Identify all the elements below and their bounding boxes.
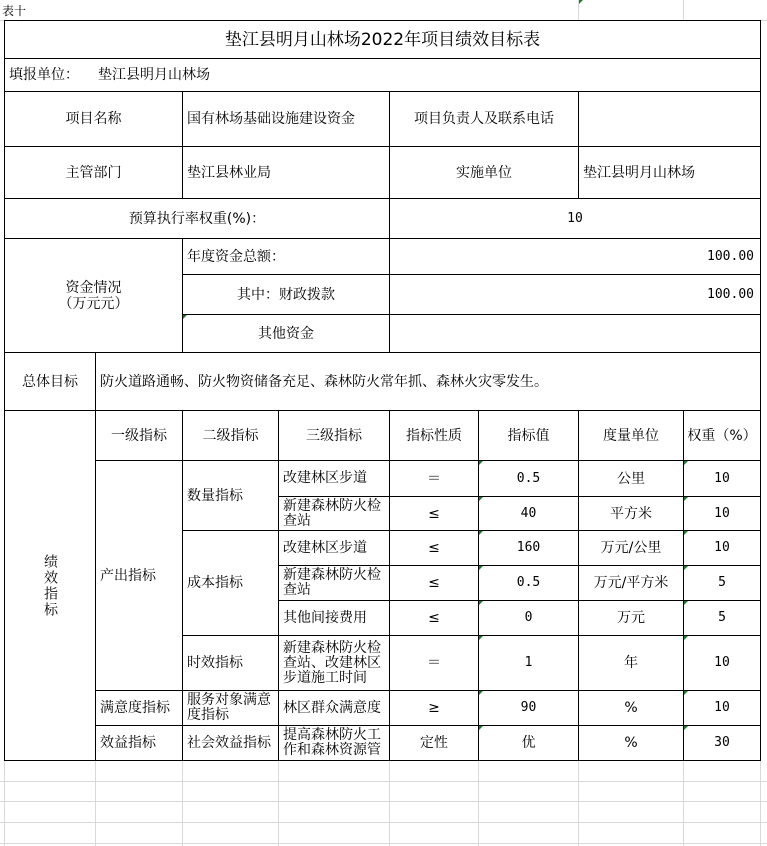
level2-social-benefit: 社会效益指标 xyxy=(187,734,271,751)
header-level1: 一级指标 xyxy=(111,427,167,444)
indicator-nature: ≤ xyxy=(428,610,440,626)
budget-weight-value: 10 xyxy=(567,210,583,226)
indicator-weight: 5 xyxy=(718,575,726,590)
indicator-item: 林区群众满意度 xyxy=(283,699,381,716)
funds-other-value[interactable] xyxy=(390,315,760,352)
gridline xyxy=(578,760,579,846)
indicator-weight: 10 xyxy=(714,700,730,715)
level1-satisfaction: 满意度指标 xyxy=(100,700,170,716)
header-weight: 权重（%） xyxy=(687,427,757,444)
gridline xyxy=(0,801,767,802)
budget-weight-label: 预算执行率权重(%)： xyxy=(128,210,266,227)
indicator-weight: 5 xyxy=(718,610,726,625)
funds-total-value: 100.00 xyxy=(707,248,754,264)
indicator-nature: ≤ xyxy=(428,505,440,522)
header-unit: 度量单位 xyxy=(603,427,659,444)
department-value: 垫江县林业局 xyxy=(187,164,271,181)
indicator-value: 0.5 xyxy=(516,575,541,590)
gridline xyxy=(478,760,479,846)
indicator-item: 提高森林防火工作和森林资源管 xyxy=(283,727,381,758)
indicator-nature: ≤ xyxy=(428,540,440,556)
indicator-weight: 10 xyxy=(714,470,730,486)
overall-goal-label: 总体目标 xyxy=(22,373,78,390)
indicator-value: 1 xyxy=(524,655,533,670)
funds-label-line2: （万元元） xyxy=(58,295,129,312)
header-level2: 二级指标 xyxy=(202,427,259,444)
indicator-nature: ≥ xyxy=(428,700,440,716)
gridline xyxy=(578,0,579,20)
indicator-nature: ＝ xyxy=(427,655,441,671)
reporting-unit-value: 垫江县明月山林场 xyxy=(98,67,210,83)
header-value: 指标值 xyxy=(507,427,550,444)
gridline xyxy=(389,760,390,846)
indicator-unit: 平方米 xyxy=(610,505,652,522)
table-border xyxy=(4,760,761,761)
indicator-nature: ＝ xyxy=(427,470,441,487)
header-level3: 三级指标 xyxy=(306,427,362,444)
indicator-unit: 万元 xyxy=(617,610,645,626)
indicator-weight: 10 xyxy=(714,655,730,670)
implementing-unit-label: 实施单位 xyxy=(456,164,512,181)
gridline xyxy=(0,822,767,823)
indicator-item: 新建森林防火检查站 xyxy=(283,567,381,598)
project-name-label: 项目名称 xyxy=(65,111,122,127)
funds-fiscal-label: 其中：财政拨款 xyxy=(237,286,335,303)
indicator-item: 新建森林防火检查站、改建林区步道施工时间 xyxy=(283,639,381,686)
indicator-unit: % xyxy=(624,700,638,716)
level1-benefit: 效益指标 xyxy=(100,735,156,751)
funds-label xyxy=(5,239,182,352)
indicator-nature: ≤ xyxy=(428,575,440,591)
level2-quantity: 数量指标 xyxy=(187,487,243,504)
indicator-item: 新建森林防火检查站 xyxy=(283,497,381,529)
project-contact-value[interactable] xyxy=(579,92,760,146)
indicator-value: 0.5 xyxy=(516,470,541,486)
perf-indicators-label xyxy=(5,411,95,760)
gridline xyxy=(683,0,684,20)
perf-indicators-text: 绩效指标 xyxy=(42,553,58,618)
indicator-item: 改建林区步道 xyxy=(283,539,367,556)
gridline xyxy=(278,760,279,846)
indicator-item: 其他间接费用 xyxy=(283,609,367,626)
project-name-value: 国有林场基础设施建设资金 xyxy=(187,111,355,127)
gridline xyxy=(4,760,5,846)
indicator-unit: 年 xyxy=(624,655,638,671)
gridline xyxy=(760,760,761,846)
indicator-unit: % xyxy=(624,735,638,751)
indicator-value: 90 xyxy=(520,700,537,715)
indicator-value: 160 xyxy=(516,540,541,555)
indicator-unit: 万元/平方米 xyxy=(593,575,669,591)
funds-label-line1: 资金情况 xyxy=(65,279,122,296)
indicator-weight: 10 xyxy=(714,540,730,555)
indicator-unit: 公里 xyxy=(617,470,645,487)
department-label: 主管部门 xyxy=(65,164,122,181)
level2-timeliness: 时效指标 xyxy=(187,655,243,671)
cell-marker xyxy=(579,0,583,4)
level2-cost: 成本指标 xyxy=(187,575,243,591)
gridline xyxy=(182,760,183,846)
reporting-unit-label: 填报单位： xyxy=(9,67,79,83)
gridline xyxy=(683,760,684,846)
gridline xyxy=(0,843,767,844)
table-border xyxy=(760,20,761,761)
funds-other-label: 其他资金 xyxy=(258,325,314,342)
project-contact-label: 项目负责人及联系电话 xyxy=(414,111,554,127)
indicator-nature: 定性 xyxy=(420,735,448,751)
indicator-unit: 万元/公里 xyxy=(600,540,662,556)
table-title: 垫江县明月山林场2022年项目绩效目标表 xyxy=(224,29,541,50)
funds-total-label: 年度资金总额： xyxy=(187,248,285,265)
indicator-item: 改建林区步道 xyxy=(283,470,367,486)
header-nature: 指标性质 xyxy=(406,427,462,444)
gridline xyxy=(0,781,767,782)
sheet-label: 表十 xyxy=(2,4,27,18)
level2-service-satisfaction: 服务对象满意度指标 xyxy=(187,692,271,723)
overall-goal-value: 防火道路通畅、防火物资储备充足、森林防火常年抓、森林火灾零发生。 xyxy=(100,373,548,390)
implementing-unit-value: 垫江县明月山林场 xyxy=(583,164,695,181)
level1-output: 产出指标 xyxy=(100,567,156,584)
funds-fiscal-value: 100.00 xyxy=(707,286,754,302)
indicator-value: 优 xyxy=(521,735,536,751)
indicator-weight: 10 xyxy=(714,505,730,521)
gridline xyxy=(95,760,96,846)
indicator-value: 40 xyxy=(520,505,537,521)
indicator-weight: 30 xyxy=(714,735,730,750)
indicator-value: 0 xyxy=(524,610,533,625)
